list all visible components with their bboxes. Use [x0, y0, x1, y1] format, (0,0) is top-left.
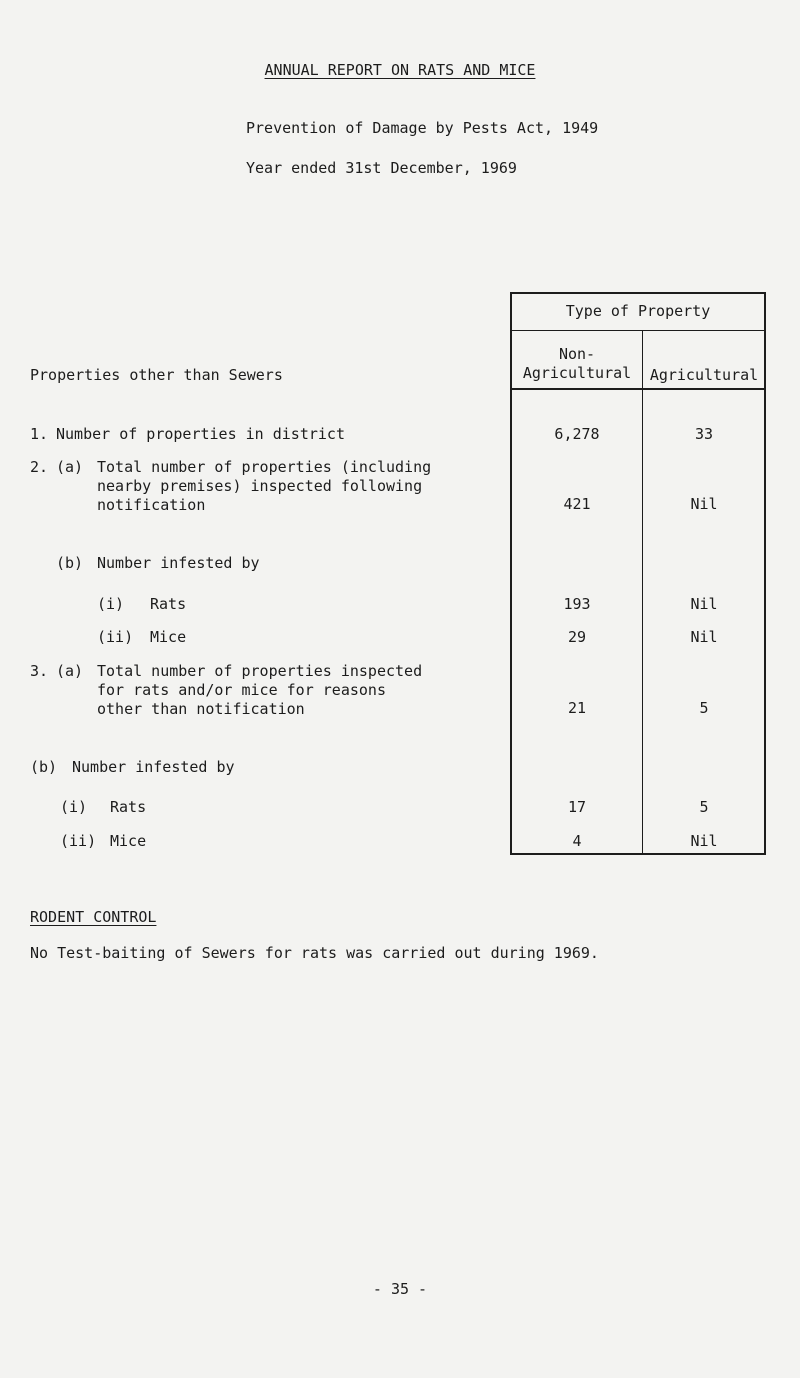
row-label: Number infested by [72, 758, 235, 776]
row-label: Mice [150, 628, 187, 646]
column-header-divider [510, 388, 766, 390]
table-bottom-border [510, 853, 766, 855]
agricultural-value: Nil [690, 595, 718, 613]
row-subnumber: (a) [56, 662, 84, 680]
non-agricultural-value: 17 [567, 798, 587, 816]
row-group-header: Properties other than Sewers [30, 366, 283, 384]
non-agricultural-header [511, 345, 643, 383]
row-subnumber: (b) [56, 554, 84, 572]
row-subnumber: (i) [97, 595, 125, 613]
type-header-divider [510, 330, 766, 331]
table-middle-divider [642, 330, 643, 855]
rodent-control-text: No Test-baiting of Sewers for rats was carried out during 1969. [30, 944, 599, 962]
agricultural-value: 5 [699, 798, 709, 816]
rodent-control-heading: RODENT CONTROL [30, 908, 157, 926]
row-number: 1. [30, 425, 49, 443]
row-label: Rats [150, 595, 187, 613]
agricultural-value: Nil [690, 628, 718, 646]
report-title: ANNUAL REPORT ON RATS AND MICE [264, 61, 536, 79]
row-subnumber: (b) [30, 758, 58, 776]
row-label: Rats [110, 798, 147, 816]
non-agricultural-value: 29 [567, 628, 587, 646]
non-agricultural-value: 21 [567, 699, 587, 717]
type-of-property-header: Type of Property [565, 302, 711, 320]
row-label: Mice [110, 832, 147, 850]
non-agricultural-value: 6,278 [554, 425, 600, 443]
non-agricultural-header-line1: Non- [558, 345, 596, 363]
non-agricultural-value: 421 [563, 495, 591, 513]
row-subnumber: (i) [60, 798, 88, 816]
year-subtitle: Year ended 31st December, 1969 [246, 159, 517, 177]
row-label: Total number of properties inspected for rats and/or mice for reasons other than notification [97, 662, 423, 718]
row-label: Number of properties in district [56, 425, 345, 443]
agricultural-value: 33 [694, 425, 714, 443]
table-top-border [510, 292, 766, 294]
row-subnumber: (ii) [60, 832, 97, 850]
agricultural-value: 5 [699, 699, 709, 717]
agricultural-value: Nil [690, 495, 718, 513]
agricultural-value: Nil [690, 832, 718, 850]
row-label: Number infested by [97, 554, 260, 572]
non-agricultural-value: 4 [572, 832, 582, 850]
row-subnumber: (a) [56, 458, 84, 476]
row-label: Total number of properties (including nearby premises) inspected following notification [97, 458, 432, 514]
row-number: 3. [30, 662, 49, 680]
row-number: 2. [30, 458, 49, 476]
act-subtitle: Prevention of Damage by Pests Act, 1949 [246, 119, 599, 137]
non-agricultural-value: 193 [563, 595, 591, 613]
agricultural-header: Agricultural [649, 366, 759, 384]
row-subnumber: (ii) [97, 628, 134, 646]
non-agricultural-header-line2: Agricultural [522, 364, 632, 382]
page-number: - 35 - [372, 1280, 428, 1298]
